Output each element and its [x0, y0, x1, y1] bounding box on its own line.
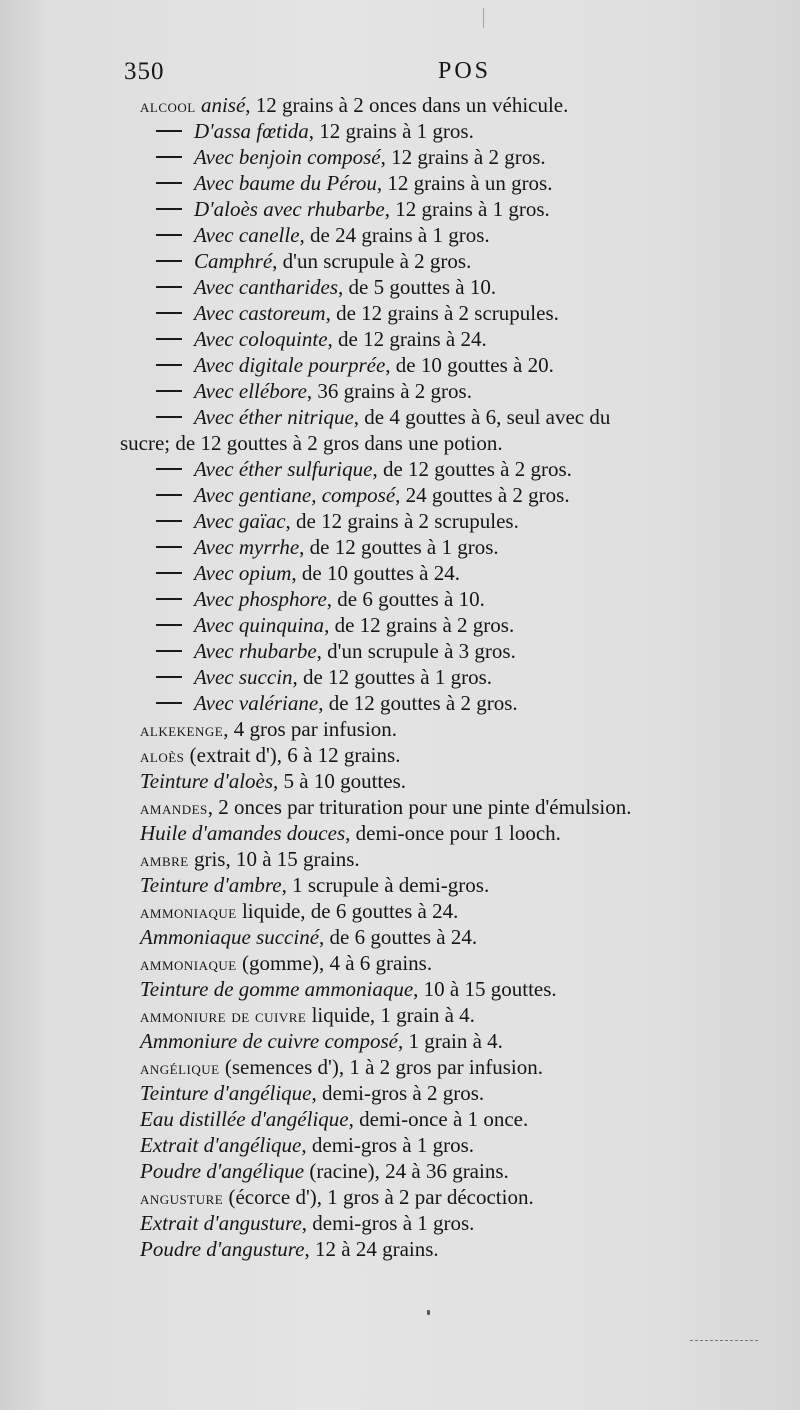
- ink-speck: [427, 1310, 430, 1315]
- entry-dosage: , de 6 gouttes à 10.: [326, 587, 485, 611]
- entry-dosage: (gomme), 4 à 6 grains.: [236, 951, 433, 975]
- entry-dosage: , de 10 gouttes à 24.: [291, 561, 460, 585]
- entry-dosage: , demi-once à 1 once.: [348, 1107, 529, 1131]
- entry-term: ammoniaque: [140, 902, 237, 923]
- entry-dosage: (semences d'), 1 à 2 gros par infusion.: [219, 1055, 543, 1079]
- entry-dosage: , 5 à 10 gouttes.: [273, 769, 407, 793]
- entry-dosage: , demi-gros à 1 gros.: [301, 1211, 475, 1235]
- entry-dosage: , de 5 gouttes à 10.: [338, 275, 497, 299]
- entry-dosage: , 12 grains à un gros.: [376, 171, 553, 195]
- running-head: POS: [438, 58, 492, 84]
- entry-dosage: , de 4 gouttes à 6, seul avec du: [353, 405, 611, 429]
- entry-preparation: D'aloès avec rhubarbe: [194, 197, 385, 221]
- entry-preparation: Teinture de gomme ammoniaque: [140, 977, 414, 1001]
- entry-dosage: , de 12 grains à 2 scrupules.: [285, 509, 519, 533]
- entry-term: amandes: [140, 798, 208, 819]
- entry-preparation: Ammoniure de cuivre composé: [140, 1029, 398, 1053]
- entry-dosage: , 1 scrupule à demi-gros.: [281, 873, 490, 897]
- em-dash: [156, 404, 186, 430]
- entry-line: [120, 1002, 792, 1028]
- entry-preparation: Ammoniaque succiné: [140, 925, 320, 949]
- entry-dosage: , 12 grains à 1 gros.: [384, 197, 550, 221]
- em-dash: [156, 664, 186, 690]
- entry-line: [120, 820, 792, 846]
- entry-preparation: Avec castoreum: [194, 301, 326, 325]
- entry-line: [120, 248, 792, 274]
- entry-dosage: , demi-gros à 2 gros.: [311, 1081, 485, 1105]
- entry-term: ammoniaque: [140, 954, 237, 975]
- entry-line: [120, 560, 792, 586]
- em-dash: [156, 326, 186, 352]
- entry-dosage: , de 12 grains à 2 scrupules.: [325, 301, 559, 325]
- entry-line: [120, 482, 792, 508]
- entry-line: [120, 352, 792, 378]
- em-dash: [156, 378, 186, 404]
- entry-preparation: Poudre d'angélique: [140, 1159, 305, 1183]
- dosage-list: [120, 92, 792, 1262]
- em-dash: [156, 638, 186, 664]
- entry-preparation: Avec benjoin composé: [194, 145, 381, 169]
- entry-dosage: , de 12 gouttes à 1 gros.: [292, 665, 493, 689]
- entry-line: [120, 690, 792, 716]
- entry-dosage: , d'un scrupule à 3 gros.: [316, 639, 516, 663]
- entry-line: [120, 638, 792, 664]
- entry-dosage: liquide, 1 grain à 4.: [306, 1003, 475, 1027]
- entry-preparation: Avec succin: [194, 665, 293, 689]
- entry-preparation: Avec ellébore: [194, 379, 307, 403]
- entry-term: ambre: [140, 850, 189, 871]
- entry-dosage: , 1 grain à 4.: [397, 1029, 503, 1053]
- entry-line: [120, 872, 792, 898]
- entry-line: [120, 664, 792, 690]
- entry-dosage: , de 12 gouttes à 2 gros.: [318, 691, 518, 715]
- em-dash: [156, 118, 186, 144]
- entry-dosage: , de 24 grains à 1 gros.: [299, 223, 490, 247]
- entry-preparation: Avec gentiane, composé: [194, 483, 396, 507]
- entry-preparation: D'assa fœtida: [194, 119, 309, 143]
- em-dash: [156, 612, 186, 638]
- entry-line: [120, 586, 792, 612]
- entry-preparation: Avec éther nitrique: [194, 405, 354, 429]
- entry-line: [120, 716, 792, 742]
- entry-term: alcool: [140, 96, 196, 117]
- entry-line: [120, 378, 792, 404]
- em-dash: [156, 508, 186, 534]
- entry-dosage: gris, 10 à 15 grains.: [188, 847, 360, 871]
- entry-line: [120, 404, 792, 430]
- em-dash: [156, 352, 186, 378]
- entry-preparation: Eau distillée d'angélique: [140, 1107, 349, 1131]
- entry-preparation: Avec baume du Pérou: [194, 171, 377, 195]
- entry-preparation: Avec digitale pourprée: [194, 353, 386, 377]
- entry-dosage: , 12 grains à 2 onces dans un véhicule.: [245, 93, 569, 117]
- em-dash: [156, 586, 186, 612]
- em-dash: [156, 456, 186, 482]
- entry-preparation: Avec cantharides: [194, 275, 339, 299]
- entry-line: [120, 976, 792, 1002]
- entry-dosage: sucre; de 12 gouttes à 2 gros dans une potion.: [120, 431, 503, 455]
- entry-preparation: anisé: [200, 93, 246, 117]
- entry-term: alkekenge: [140, 720, 224, 741]
- entry-line: [120, 456, 792, 482]
- entry-preparation: Avec coloquinte: [194, 327, 328, 351]
- entry-dosage: , de 12 gouttes à 2 gros.: [372, 457, 572, 481]
- entry-dosage: , 12 grains à 1 gros.: [308, 119, 474, 143]
- entry-preparation: Avec quinquina: [194, 613, 325, 637]
- page-number: 350: [124, 58, 165, 85]
- entry-line: [120, 1054, 792, 1080]
- entry-line: [120, 1236, 792, 1262]
- entry-line: [120, 326, 792, 352]
- entry-preparation: Avec rhubarbe: [194, 639, 317, 663]
- em-dash: [156, 248, 186, 274]
- entry-dosage: (racine), 24 à 36 grains.: [304, 1159, 509, 1183]
- entry-dosage: , de 6 gouttes à 24.: [319, 925, 478, 949]
- entry-preparation: Avec phosphore: [194, 587, 327, 611]
- em-dash: [156, 482, 186, 508]
- entry-line: [120, 274, 792, 300]
- entry-term: aloès: [140, 746, 185, 767]
- entry-line: [120, 170, 792, 196]
- entry-line: [120, 950, 792, 976]
- em-dash: [156, 690, 186, 716]
- entry-line: [120, 196, 792, 222]
- entry-line: [120, 144, 792, 170]
- entry-dosage: , de 12 grains à 24.: [327, 327, 487, 351]
- entry-dosage: , 12 à 24 grains.: [304, 1237, 439, 1261]
- entry-preparation: Extrait d'angélique: [140, 1133, 302, 1157]
- margin-mark: [483, 8, 490, 28]
- entry-preparation: Avec valériane: [194, 691, 319, 715]
- em-dash: [156, 196, 186, 222]
- entry-dosage: , 10 à 15 gouttes.: [413, 977, 557, 1001]
- entry-preparation: Teinture d'ambre: [140, 873, 282, 897]
- entry-line: [120, 794, 792, 820]
- em-dash: [156, 144, 186, 170]
- dashed-rule: [690, 1340, 758, 1341]
- entry-preparation: Teinture d'angélique: [140, 1081, 312, 1105]
- entry-dosage: liquide, de 6 gouttes à 24.: [236, 899, 459, 923]
- entry-dosage: , 4 gros par infusion.: [223, 717, 398, 741]
- entry-dosage: , de 10 gouttes à 20.: [385, 353, 554, 377]
- entry-term: ammoniure de cuivre: [140, 1006, 307, 1027]
- entry-line: [120, 924, 792, 950]
- entry-line: [120, 1028, 792, 1054]
- entry-line: [120, 1080, 792, 1106]
- entry-dosage: , demi-once pour 1 looch.: [345, 821, 561, 845]
- entry-line: [120, 1106, 792, 1132]
- entry-dosage: , demi-gros à 1 gros.: [301, 1133, 475, 1157]
- entry-line: [120, 898, 792, 924]
- em-dash: [156, 560, 186, 586]
- entry-preparation: Avec éther sulfurique: [194, 457, 373, 481]
- em-dash: [156, 534, 186, 560]
- page-header: [0, 58, 800, 92]
- entry-line: [120, 300, 792, 326]
- entry-line: [120, 612, 792, 638]
- entry-preparation: Camphré: [194, 249, 273, 273]
- entry-dosage: , de 12 gouttes à 1 gros.: [299, 535, 499, 559]
- entry-dosage: , 12 grains à 2 gros.: [380, 145, 546, 169]
- entry-preparation: Avec gaïac: [194, 509, 286, 533]
- entry-preparation: Avec opium: [194, 561, 292, 585]
- entry-preparation: Huile d'amandes douces: [140, 821, 346, 845]
- entry-dosage: , 24 gouttes à 2 gros.: [395, 483, 570, 507]
- entry-line: [120, 1184, 792, 1210]
- entry-preparation: Avec canelle: [194, 223, 300, 247]
- entry-line: [120, 742, 792, 768]
- entry-preparation: Avec myrrhe: [194, 535, 300, 559]
- entry-line: [120, 1132, 792, 1158]
- entry-line: [120, 768, 792, 794]
- entry-term: angélique: [140, 1058, 220, 1079]
- entry-line: [120, 534, 792, 560]
- entry-line: [120, 1210, 792, 1236]
- entry-dosage: , 36 grains à 2 gros.: [306, 379, 472, 403]
- entry-line: [120, 508, 792, 534]
- entry-term: angusture: [140, 1188, 224, 1209]
- entry-line: [120, 430, 792, 456]
- entry-dosage: , 2 onces par trituration pour une pinte d'émulsion.: [207, 795, 632, 819]
- em-dash: [156, 170, 186, 196]
- em-dash: [156, 300, 186, 326]
- entry-line: [120, 846, 792, 872]
- entry-preparation: Extrait d'angusture: [140, 1211, 302, 1235]
- em-dash: [156, 222, 186, 248]
- entry-dosage: , de 12 grains à 2 gros.: [324, 613, 515, 637]
- em-dash: [156, 274, 186, 300]
- entry-line: [120, 92, 792, 118]
- entry-dosage: (extrait d'), 6 à 12 grains.: [184, 743, 401, 767]
- entry-dosage: , d'un scrupule à 2 gros.: [272, 249, 472, 273]
- entry-line: [120, 1158, 792, 1184]
- entry-preparation: Teinture d'aloès: [140, 769, 274, 793]
- entry-dosage: (écorce d'), 1 gros à 2 par décoction.: [223, 1185, 534, 1209]
- entry-preparation: Poudre d'angusture: [140, 1237, 305, 1261]
- entry-line: [120, 118, 792, 144]
- entry-line: [120, 222, 792, 248]
